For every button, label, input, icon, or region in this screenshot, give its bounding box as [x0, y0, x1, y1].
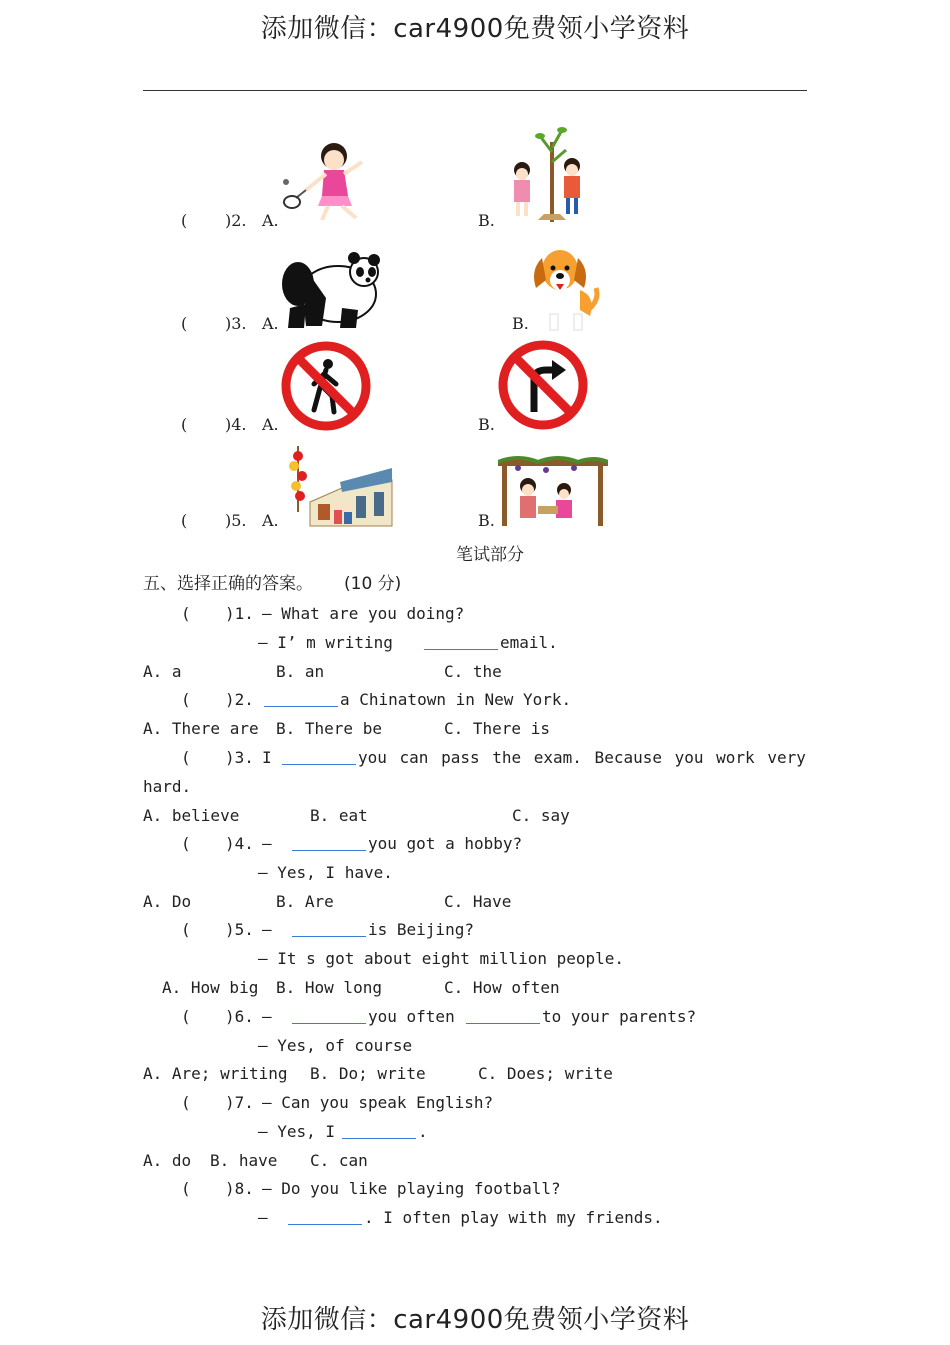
answer-paren[interactable]: (	[181, 748, 191, 767]
option-c: C. say	[512, 806, 570, 825]
option-a: A. There are	[143, 719, 259, 738]
question-number: )7.	[225, 1093, 254, 1112]
question-text: I	[262, 748, 272, 767]
option-b: B. How long	[276, 978, 382, 997]
question-text: to your parents?	[542, 1007, 697, 1026]
answer-blank[interactable]	[342, 1122, 416, 1139]
answer-paren[interactable]: (	[181, 604, 191, 623]
option-a: A. Do	[143, 892, 192, 911]
option-a: A. believe	[143, 806, 240, 825]
answer-paren[interactable]: (	[181, 1093, 191, 1112]
question-text: you often	[368, 1007, 455, 1026]
question-number: )3.	[225, 748, 254, 767]
option-c: C. Does; write	[478, 1064, 613, 1083]
answer-blank[interactable]	[264, 690, 338, 707]
answer-paren[interactable]: (	[181, 834, 191, 853]
answer-paren[interactable]: (	[181, 511, 188, 530]
no-right-turn-sign-icon	[498, 340, 588, 430]
dog-icon	[530, 240, 602, 332]
question-number: )5.	[225, 511, 247, 530]
answer-text: — Yes, of course	[258, 1036, 413, 1055]
footer-banner: 添加微信：car4900免费领小学资料	[260, 1305, 690, 1335]
option-b: B. have	[210, 1151, 278, 1170]
question-text: is Beijing?	[368, 920, 474, 939]
option-a: A. a	[143, 662, 182, 681]
question-number: )4.	[225, 415, 247, 434]
grape-trellis-family-icon	[498, 454, 608, 528]
option-label-b: B.	[478, 211, 495, 230]
option-a: A. How big	[162, 978, 259, 997]
option-b: B. Do; write	[310, 1064, 426, 1083]
question-text: you got a hobby?	[368, 834, 523, 853]
option-label-b: B.	[478, 511, 495, 530]
option-a: A. Are; writing	[143, 1064, 288, 1083]
option-b: B. an	[276, 662, 325, 681]
option-b: B. Are	[276, 892, 334, 911]
option-c: C. There is	[444, 719, 550, 738]
question-number: )5.	[225, 920, 254, 939]
answer-text: — Yes, I	[258, 1122, 336, 1141]
option-c: C. How often	[444, 978, 560, 997]
question-text: — What are you doing?	[262, 604, 465, 623]
option-label-a: A.	[262, 211, 279, 230]
option-c: C. the	[444, 662, 502, 681]
answer-paren[interactable]: (	[181, 1007, 191, 1026]
answer-text: — Yes, I have.	[258, 863, 393, 882]
kids-planting-tree-icon	[500, 122, 590, 228]
question-text: — Can you speak English?	[262, 1093, 494, 1112]
dash: —	[258, 1208, 268, 1227]
dash: —	[262, 834, 272, 853]
section-score: (10 分)	[344, 574, 402, 594]
answer-paren[interactable]: (	[181, 211, 188, 230]
option-b: B. There be	[276, 719, 382, 738]
answer-blank[interactable]	[292, 920, 366, 937]
question-number: )1.	[225, 604, 254, 623]
answer-blank[interactable]	[292, 1007, 366, 1024]
part-title: 笔试部分	[456, 545, 524, 565]
option-c: C. can	[310, 1151, 368, 1170]
answer-paren[interactable]: (	[181, 690, 191, 709]
option-a: A. do	[143, 1151, 192, 1170]
question-text: a Chinatown in New York.	[340, 690, 572, 709]
answer-text: — It s got about eight million people.	[258, 949, 625, 968]
question-number: )3.	[225, 314, 247, 333]
option-label-a: A.	[262, 511, 279, 530]
answer-paren[interactable]: (	[181, 1179, 191, 1198]
question-text: you can pass the exam. Because you work very	[358, 748, 806, 767]
header-divider	[143, 90, 807, 91]
question-text: email.	[500, 633, 558, 652]
girl-badminton-icon	[282, 134, 380, 226]
option-b: B. eat	[310, 806, 368, 825]
answer-paren[interactable]: (	[181, 415, 188, 434]
answer-text: . I often play with my friends.	[364, 1208, 663, 1227]
question-text: hard.	[143, 777, 192, 796]
answer-blank[interactable]	[282, 748, 356, 765]
option-label-b: B.	[478, 415, 495, 434]
no-walking-sign-icon	[280, 340, 372, 432]
dash: —	[262, 1007, 272, 1026]
question-number: )6.	[225, 1007, 254, 1026]
question-number: )4.	[225, 834, 254, 853]
dash: —	[262, 920, 272, 939]
question-number: )2.	[225, 690, 254, 709]
answer-blank[interactable]	[288, 1208, 362, 1225]
option-c: C. Have	[444, 892, 512, 911]
question-number: )2.	[225, 211, 247, 230]
header-banner: 添加微信：car4900免费领小学资料	[260, 14, 690, 44]
answer-paren[interactable]: (	[181, 920, 191, 939]
question-text: — Do you like playing football?	[262, 1179, 561, 1198]
answer-blank[interactable]	[292, 834, 366, 851]
option-label-a: A.	[262, 314, 279, 333]
punctuation: .	[418, 1122, 428, 1141]
answer-blank[interactable]	[424, 633, 498, 650]
question-text: — I’ m writing	[258, 633, 393, 652]
answer-blank[interactable]	[466, 1007, 540, 1024]
option-label-a: A.	[262, 415, 279, 434]
festival-street-icon	[282, 442, 394, 528]
panda-icon	[282, 248, 382, 332]
question-number: )8.	[225, 1179, 254, 1198]
option-label-b: B.	[512, 314, 529, 333]
section-title: 五、选择正确的答案。	[143, 574, 313, 594]
answer-paren[interactable]: (	[181, 314, 188, 333]
